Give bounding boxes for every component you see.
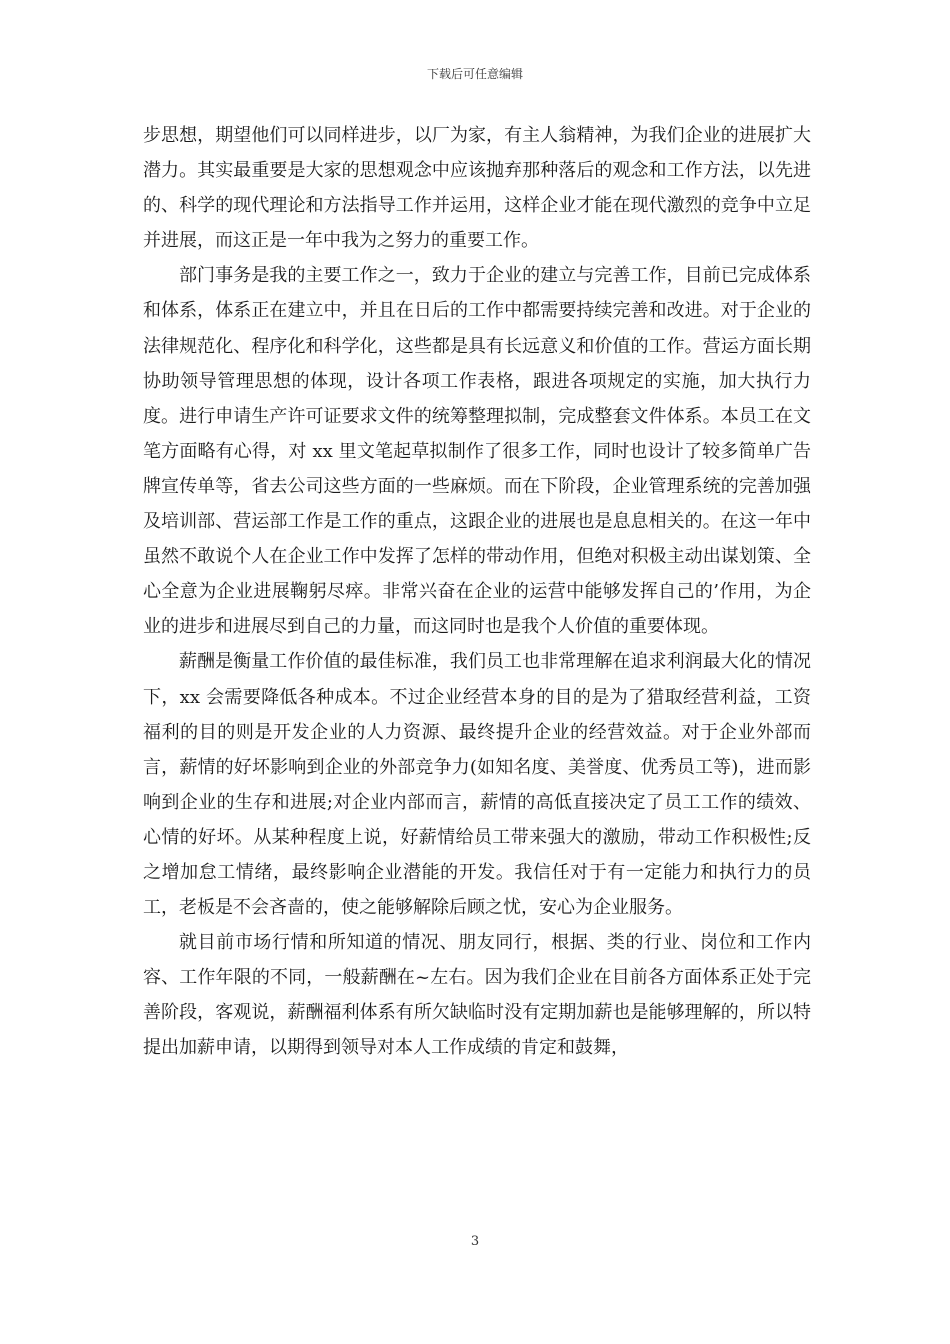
paragraph-market: 就目前市场行情和所知道的情况、朋友同行，根据、类的行业、岗位和工作内容、工作年限的不同，一般薪酬在~左右。因为我们企业在目前各方面体系正处于完善阶段，客观说，薪酬福利体系有所欠缺临时没有定期加薪也是能够理解的，所以特提出加薪申请，以期得到领导对本人工作成绩的肯定和鼓舞， — [143, 932, 811, 1059]
document-body — [143, 118, 811, 1066]
paragraph-continuation: 步思想，期望他们可以同样进步，以厂为家，有主人翁精神，为我们企业的进展扩大潜力。其实最重要是大家的思想观念中应该抛弃那种落后的观念和工作方法，以先进的、科学的现代理论和方法指导工作并运用，这样企业才能在现代激烈的竞争中立足并进展，而这正是一年中我为之努力的重要工作。 — [143, 125, 811, 252]
paragraph-salary: 薪酬是衡量工作价值的最佳标准，我们员工也非常理解在追求利润最大化的情况下，xx 会需要降低各种成本。不过企业经营本身的目的是为了猎取经营利益，工资福利的目的则是开发企业的人力资源、最终提升企业的经营效益。对于企业外部而言，薪情的好坏影响到企业的外部竞争力(如知名度、美誉度、优秀员工等)，进而影响到企业的生存和进展;对企业内部而言，薪情的高低直接决定了员工工作的绩效、心情的好坏。从某种程度上说，好薪情给员工带来强大的激励，带动工作积极性;反之增加怠工情绪，最终影响企业潜能的开发。我信任对于有一定能力和执行力的员工，老板是不会吝啬的，使之能够解除后顾之忧，安心为企业服务。 — [143, 651, 811, 919]
page-number: 3 — [470, 1234, 480, 1249]
page-header: 下载后可任意编辑 — [426, 67, 523, 81]
paragraph-department-affairs: 部门事务是我的主要工作之一，致力于企业的建立与完善工作，目前已完成体系和体系，体系正在建立中，并且在日后的工作中都需要持续完善和改进。对于企业的法律规范化、程序化和科学化，这些都是具有长远意义和价值的工作。营运方面长期协助领导管理思想的体现，设计各项工作表格，跟进各项规定的实施，加大执行力度。进行申请生产许可证要求文件的统筹整理拟制，完成整套文件体系。本员工在文笔方面略有心得，对 xx 里文笔起草拟制作了很多工作，同时也设计了较多简单广告牌宣传单等，省去公司这些方面的一些麻烦。而在下阶段，企业管理系统的完善加强及培训部、营运部工作是工作的重点，这跟企业的进展也是息息相关的。在这一年中虽然不敢说个人在企业工作中发挥了怎样的带动作用，但绝对积极主动出谋划策、全心全意为企业进展鞠躬尽瘁。非常兴奋在企业的运营中能够发挥自己的’作用，为企业的进步和进展尽到自己的力量，而这同时也是我个人价值的重要体现。 — [143, 265, 811, 638]
